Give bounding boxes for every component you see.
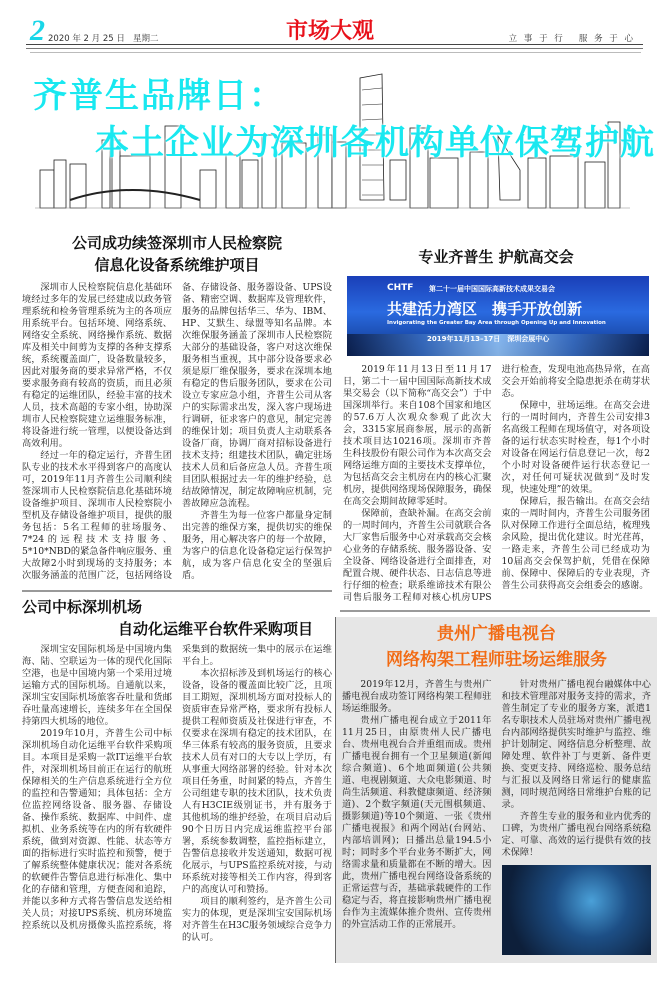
section-title: 市场大观 <box>285 18 374 44</box>
article3-headline-line2: 自动化运维平台软件采购项目 <box>118 620 314 638</box>
article4-body <box>342 679 651 955</box>
paragraph: 保障后，报告输出。在高交会结束的一周时间内，齐普生公司服务团队对保障工作进行全面总结，梳理残余风险，提出优化建议。时光荏苒，一路走来，齐普生公司已经成功为10届高交会保驾护航，凭借在保障前、保障中、保障后的专业表现，齐普生公司获得高交会组委会的感谢。 <box>501 496 650 591</box>
paragraph: 保障中，驻场运维。在高交会进行的一周时间内，齐普生公司安排3名高级工程师在现场值守，对各项设备的运行状态实时检查，每1个小时对设备在网运行信息登记一次，每2个小时对设备硬件运行状态登记一次，对任何可疑状况做到“及时发现，快速处理”的效果。 <box>501 400 650 495</box>
header-slogan: 立 事 于 行 服 务 于 心 <box>508 34 635 44</box>
paragraph: 齐普生专业的服务和业内优秀的口碑，为贵州广播电视台网络系统稳定、可靠、高效的运行提供有效的技术保障！ <box>501 811 651 858</box>
article4-column-2 <box>502 679 652 955</box>
article3-headline-line1: 公司中标深圳机场 <box>22 598 143 616</box>
article1-headline-line2: 信息化设备系统维护项目 <box>94 256 260 274</box>
chtf-event-banner-image <box>347 276 649 356</box>
section-divider <box>22 590 332 592</box>
paragraph: 齐普生为每一位客户都量身定制出完善的维保方案，提供切实的维保服务，用心解决客户的每一个故障，为客户的信息化设备稳定运行保驾护航，成为客户信息化安全的坚强后盾。 <box>182 510 332 581</box>
article1-body <box>22 282 332 582</box>
chtf-logo: CHTF <box>387 283 414 293</box>
section-divider <box>340 610 650 612</box>
paragraph: 深圳宝安国际机场是中国境内集海、陆、空联运为一体的现代化国际空港，也是中国境内第一个采用过境运输方式的国际机场。自通航以来，深圳宝安国际机场旅客吞吐量和货邮吞吐量高速增长，连续多年在全国保持第四大机场的地位。 <box>22 644 172 727</box>
banner-title-line2: 本土企业为深圳各机构单位保驾护航 <box>95 123 655 163</box>
paragraph: 经过一年的稳定运行，齐普生团队专业的技术水平得到客户的高度认可，2019年11月齐普生公司顺利续签深圳市人民检察院信息化基础环境设备维护项目、深圳市人民检察院小型机及存储设备维护项目，提供的服务包括：5名工程师的驻场服务、7*24的远程技术支持服务、5*10*NBD的紧急备件响应服务、重大故障2小时到现场的支持服务；本次服务涵盖的范围广泛，包括网络设备、存储设备、服务器设备、UPS设备、精密空调、数据库及管理软件，服务的品牌包括华三、华为、IBM、HP、艾默生、绿盟等知名品牌。本次维保服务涵盖了深圳市人民检察院大部分的基础设备，客户对这次维保服务相当重视，其中部分设备要求必须是原厂维保服务，要求在深圳本地有稳定的售后服务团队，要求在公司设立专家应急小组，齐普生公司从客户的实际需求出发，深入客户现场进行调研，征求客户的意见，制定完善的维保计划；项目负责人主动联系各设备厂商，协调厂商对招标设备进行技术支持；组建技术团队，确定驻场技术人员和后备应急人员。齐普生项目团队根据过去一年的维护经验，总结故障情况，制定故障响应机制，完善故障应急流程。 <box>22 282 332 581</box>
paragraph: 深圳市人民检察院信息化基础环境经过多年的发展已经建成以政务管理系统和检务管理系统为主的各项应用系统平台。包括环境、网络系统、网络安全系统、网络操作系统、数据库及相关中间剪为支撑的各种支撑系统，系统覆盖面广，设备数量较多，因此对服务商的要求异常严格，不仅要求服务商有较高的资质，而且必须有稳定的运维团队，经验丰富的技术人员，技术高超的专家小组，协助深圳市人民检察院建立运维服务标准，将设备进行统一管理，以便设备达到高效利用。 <box>22 282 172 449</box>
paragraph: 2019年11月13日至11月17日，第二十一届中国国际高新技术成果交易会（以下简称“高交会”）于中国深圳举行。来自108个国家和地区的57.6万人次观众参观了此次大会，3315家展商参展，展示的高新技术项目达10216项。深圳市齐普生科技股份有限公司作为本次高交会网络运维方面的主要技术支撑单位，为包括高交会主机房在内的核心汇聚机房，提供网络现场保障服务，确保在高交会期间故障零延时。 <box>343 364 492 507</box>
paragraph: 针对贵州广播电视台融媒体中心和技术管理部对服务支持的需求，齐普生制定了专业的服务方案，派遣1名专职技术人员驻场对贵州广播电视台内部网络提供实时维护与监控、维护计划制定、网络信息分析整理、故障处理、软件补丁与更新、备件更换、变更支持、网络巡检、服务总结与汇报以及网络日常运行的健康监测，同时规范网络日常维护台账的记录。 <box>501 679 651 810</box>
issue-date: 2020 年 2 月 25 日 星期二 <box>48 34 159 44</box>
paragraph: 项目的顺利签约，是齐普生公司实力的体现，更是深圳宝安国际机场对齐普生在H3C服务领域综合竞争力的认可。 <box>182 896 332 943</box>
article4-box <box>335 617 657 963</box>
paragraph: 2019年10月，齐普生公司中标深圳机场自动化运维平台软件采购项目。本项目是采购一款IT运维平台软件，对深圳机场目前正在运行的航班保障相关的生产信息系统进行全方位的监控和告警通知；具体包括：全方位监控网络设备、服务器、存储设备、操作系统、数据库、中间件、虚拟机、业务系统等在内的所有软硬件系统，做到对资源、性能、状态等方面的指标进行实时监控和预警，便于了解系统整体健康状况；能对各系统的软硬件告警信息进行标准化、集中化的存储和管理，方便查阅和追踪，并能以多种方式将告警信息发送给相关人员；对接UPS系统、机房环境监控系统以及机房摄像头监控系统，将采集到的数据统一集中的展示在运维平台上。 <box>22 644 332 931</box>
article4-column-1 <box>342 679 492 955</box>
paragraph: 2019年12月，齐普生与贵州广播电视台成功签订网络构架工程师驻场运维服务。 <box>342 679 492 714</box>
right-column <box>335 246 657 963</box>
page-number: 2 <box>30 14 45 47</box>
header-double-rule <box>26 44 643 49</box>
broadcast-studio-photo <box>502 865 652 955</box>
paragraph: 保障前，查缺补漏。在高交会前的一周时间内，齐普生公司就联合各大厂家售后服务中心对承载高交会核心业务的存储系统、服务器设备、安全设备、网络设备进行全面排查，对配置合规、硬件状态、日志信息等进行仔细的检查；联系维谛技术有限公司售后服务工程师对核心机房UPS进行检查，发现电池高热异常，在高交会开始前将安全隐患扼杀在萌芽状态。 <box>343 364 650 603</box>
article2-body <box>343 364 650 604</box>
paragraph: 本次招标涉及到机场运行的核心设备，设备的覆盖面比较广泛，且项目工期短，深圳机场方面对投标人的资质审查异常严格，要求所有投标人提供工程师资质及社保进行审查，不仅要求在深圳有稳定的技术团队，在华三体系有较高的服务资质，且要求技术人员有对口的大专以上学历，有从事重大网络部署的经验。针对本次项目任务重，时间紧的特点，齐普生公司组建专职的技术团队，技术负责人有H3CIE级别证书，并有服务于其他机场的维护经验，在项目启动后90个日历日内完成运维监控平台部署，系统参数调整，监控指标建立，告警信息接收并发送通知，数据可视化展示，与UPS监控系统对接，与动环系统对接等相关工作内容，得到客户的高度认可和赞扬。 <box>182 668 332 895</box>
article3-body <box>22 644 332 944</box>
event-name: 第二十一届中国国际高新技术成果交易会 <box>429 285 555 293</box>
left-column <box>22 232 332 944</box>
article1-headline-line1: 公司成功续签深圳市人民检察院 <box>71 234 282 252</box>
banner-title-line1: 齐普生品牌日： <box>33 76 285 116</box>
header-thin-rule <box>30 52 641 53</box>
event-slogan: 共建活力湾区 携手开放创新 <box>387 300 583 318</box>
article4-headline-line2: 网络构架工程师驻场运维服务 <box>386 650 607 670</box>
event-date-venue: 2019年11月13–17日 深圳会展中心 <box>427 335 550 343</box>
article4-headline-line1: 贵州广播电视台 <box>437 624 556 644</box>
article2-headline: 专业齐普生 护航高交会 <box>418 248 574 266</box>
paragraph: 贵州广播电视台成立于2011年11月25日，由原贵州人民广播电台、贵州电视台合并重组而成。贵州广播电视台拥有一个卫星频道(新闻综合频道)、6个地面频道(公共频道、电视剧频道、大众电影频道、时尚生活频道、科教健康频道、经济频道)、2个数字频道(天元围棋频道、摄影频道)等10个频道、一张《贵州广播电视报》和两个网站(台网站、内部培训网)；日播出总量194.5小时；同时多个平台业务不断扩大，网络需求量和质量都在不断的增大。因此，贵州广播电视台网络设备系统的正常运营与否，基础承载硬件的工作稳定与否，将直接影响贵州广播电视台作为主流媒体推介贵州、宣传贵州的外宣活动工作的正常展开。 <box>342 715 492 930</box>
event-slogan-en: Invigorating the Greater Bay Area through Opening Up and Innovation <box>387 320 606 326</box>
